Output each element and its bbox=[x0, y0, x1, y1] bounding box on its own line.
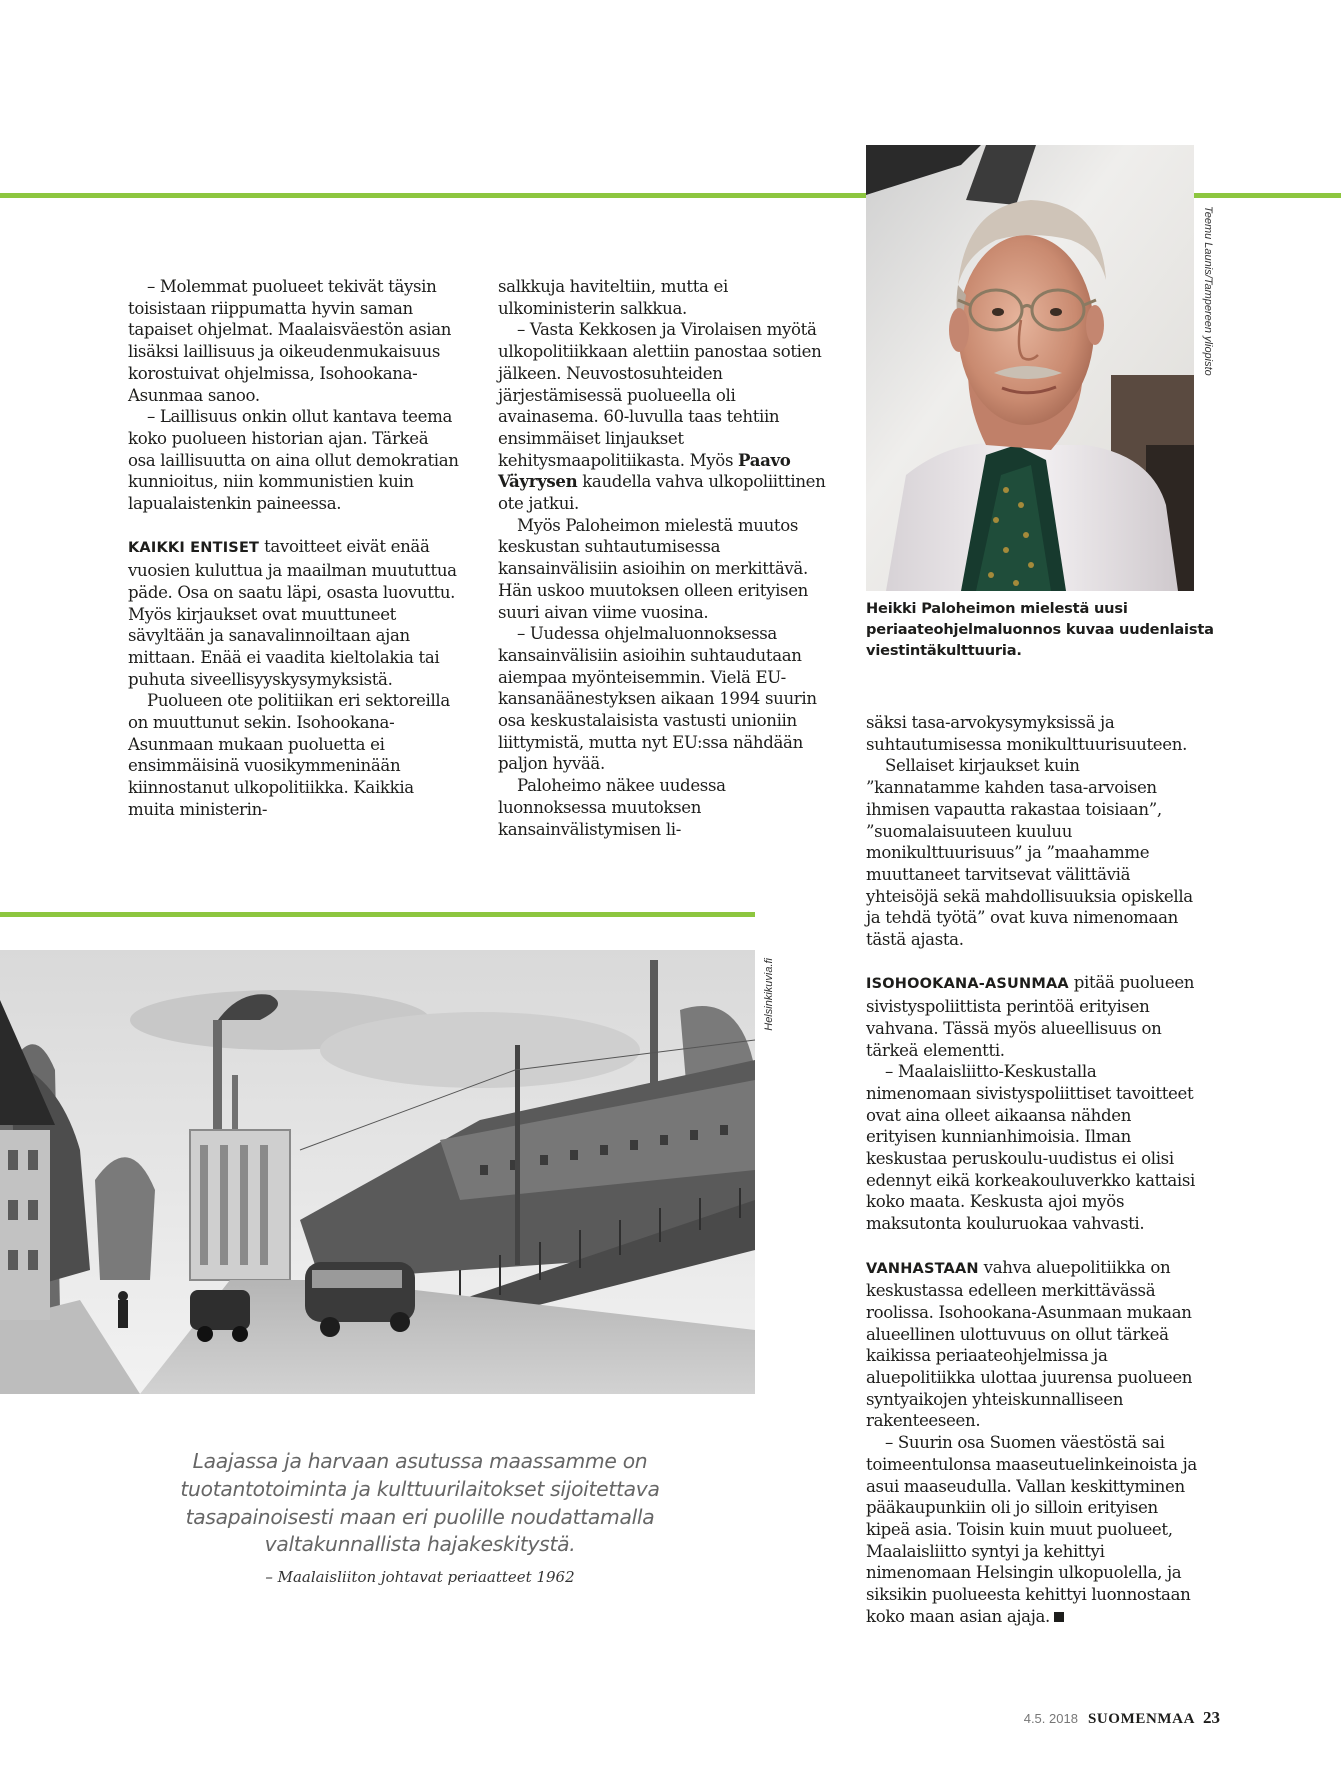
portrait-photo bbox=[866, 145, 1194, 591]
paragraph: KAIKKI ENTISET tavoitteet eivät enää vuosien kuluttua ja maailman muututtua päde. Osa on saatu läpi, osasta luovuttu. Myös kirjaukset ovat muuttuneet sävyltään ja sanavalinnoiltaan ajan mittaan. Enää ei vaadita kieltolakia tai puhuta siveellisyyskysymyksistä. bbox=[128, 537, 457, 689]
paragraph: Paloheimo näkee uudessa luonnoksessa muutoksen kansainvälistymisen li- bbox=[498, 776, 726, 839]
section-lead: KAIKKI ENTISET bbox=[128, 540, 260, 557]
paragraph: Puolueen ote politiikan eri sektoreilla on muuttunut sekin. Isohookana-Asunmaan mukaan puoluetta ei ensimmäisinä vuosikymmeninään kiinnostanut ulkopolitiikka. Kaikkia muita ministerin- bbox=[128, 691, 450, 819]
portrait-caption: Heikki Paloheimon mielestä uusi periaateohjelmaluonnos kuvaa uudenlaista viestintäkulttuuria. bbox=[866, 600, 1214, 659]
paragraph: Myös Paloheimon mielestä muutos keskustan suhtautumisessa kansainvälisiin asioihin on merkittävä. Hän uskoo muutoksen olleen erityisen suuri aivan viime vuosina. bbox=[498, 515, 808, 622]
paragraph: – Vasta Kekkosen ja Virolaisen myötä ulkopolitiikkaan alettiin panostaa sotien jälkeen. Neuvostosuhteiden järjestämisessä puolueella oli avainasema. 60-luvulla taas tehtiin ensimmäiset linjaukset kehitysmaapolitiikasta. Myös Paavo Väyrysen kaudella vahva ulkopoliittinen ote jatkui. bbox=[498, 320, 826, 514]
paragraph: säksi tasa-arvokysymyksissä ja suhtautumisessa monikulttuurisuuteen. bbox=[866, 713, 1187, 754]
section-lead: ISOHOOKANA-ASUNMAA bbox=[866, 976, 1069, 993]
page-footer bbox=[990, 1708, 1220, 1728]
top-green-rule bbox=[0, 193, 868, 198]
article-column-1 bbox=[128, 276, 460, 821]
paragraph: – Laillisuus onkin ollut kantava teema koko puolueen historian ajan. Tärkeä osa laillisuutta on aina ollut demokratian kunnioitus, niin kommunistien kuin lapualaistenkin paineessa. bbox=[128, 407, 459, 514]
paragraph: – Uudessa ohjelmaluonnoksessa kansainvälisiin asioihin suhtaudutaan aiempaa myönteisemmin. Vielä EU-kansanäänestyksen aikaan 1994 suurin osa keskustalaisista vastusti unioniin liittymistä, mutta nyt EU:ssa nähdään paljon hyvää. bbox=[498, 624, 817, 774]
pull-quote: Laajassa ja harvaan asutussa maassamme on tuotantotoiminta ja kulttuurilaitokset sijoitettava tasapainoisesti maan eri puolille noudattamalla valtakunnallista hajakeskitystä. bbox=[180, 1449, 660, 1557]
paragraph: VANHASTAAN vahva aluepolitiikka on keskustassa edelleen merkittävässä roolissa. Isohookana-Asunmaan mukaan alueellinen ulottuvuus on ollut tärkeä kaikissa periaateohjelmissa ja aluepolitiikka ulottaa juurensa puolueen syntyaikojen yhteiskunnalliseen rakenteeseen. bbox=[866, 1257, 1193, 1431]
magazine-name: SUOMENMAA bbox=[1087, 1711, 1195, 1727]
paragraph: – Suurin osa Suomen väestöstä sai toimeentulonsa maaseutuelinkeinoista ja asui maaseudulla. Vallan keskittyminen pääkaupunkiin oli jo silloin erityisen kipeä asia. Toisin kuin muut puolueet, Maalaisliitto syntyi ja kehittyi nimenomaan Helsingin ulkopuolella, ja siksikin puolueesta kehittyi luonnostaan koko maan asian ajaja. bbox=[866, 1433, 1197, 1626]
page-number: 23 bbox=[1203, 1708, 1220, 1727]
top-green-rule-right bbox=[1192, 193, 1341, 198]
article-column-3 bbox=[866, 712, 1198, 1628]
paragraph: – Molemmat puolueet tekivät täysin toisistaan riippumatta hyvin saman tapaiset ohjelmat. Maalaisväestön asian lisäksi laillisuus ja oikeudenmukaisuus korostuivat ohjelmissa, Isohookana-Asunmaa sanoo. bbox=[128, 277, 452, 405]
paragraph: – Maalaisliitto-Keskustalla nimenomaan sivistyspoliittiset tavoitteet ovat aina olleet aikaansa nähden erityisen kunnianhimoisia. Ilman keskustaa peruskoulu-uudistus ei olisi edennyt eikä korkeakouluverkko kattaisi koko maata. Keskusta ajoi myös maksutonta kouluruokaa vahvasti. bbox=[866, 1062, 1195, 1234]
pull-quote-source: – Maalaisliiton johtavat periaatteet 1962 bbox=[265, 1568, 575, 1586]
paragraph: ISOHOOKANA-ASUNMAA pitää puolueen sivistyspoliittista perintöä erityisen vahvana. Tässä myös alueellisuus on tärkeä elementti. bbox=[866, 973, 1195, 1060]
historic-street-photo bbox=[0, 950, 755, 1394]
section-lead: VANHASTAAN bbox=[866, 1260, 979, 1277]
mid-green-rule bbox=[0, 912, 755, 917]
article-column-2 bbox=[498, 276, 830, 840]
street-photo-credit: Helsinkikuvia.fi bbox=[763, 958, 775, 1031]
portrait-credit: Teemu Launis/Tampereen yliopisto bbox=[1202, 206, 1214, 376]
end-mark bbox=[1054, 1612, 1064, 1622]
issue-date: 4.5. 2018 bbox=[1023, 1711, 1078, 1726]
paragraph: Sellaiset kirjaukset kuin ”kannatamme kahden tasa-arvoisen ihmisen vapautta rakastaa toisiaan”, ”suomalaisuuteen kuuluu monikulttuurisuus” ja ”maahamme muuttaneet tarvitsevat välittäviä yhteisöjä sekä mahdollisuuksia opiskella ja tehdä työtä” ovat kuva nimenomaan tästä ajasta. bbox=[866, 756, 1193, 950]
paragraph: salkkuja haviteltiin, mutta ei ulkoministerin salkkua. bbox=[498, 277, 728, 318]
